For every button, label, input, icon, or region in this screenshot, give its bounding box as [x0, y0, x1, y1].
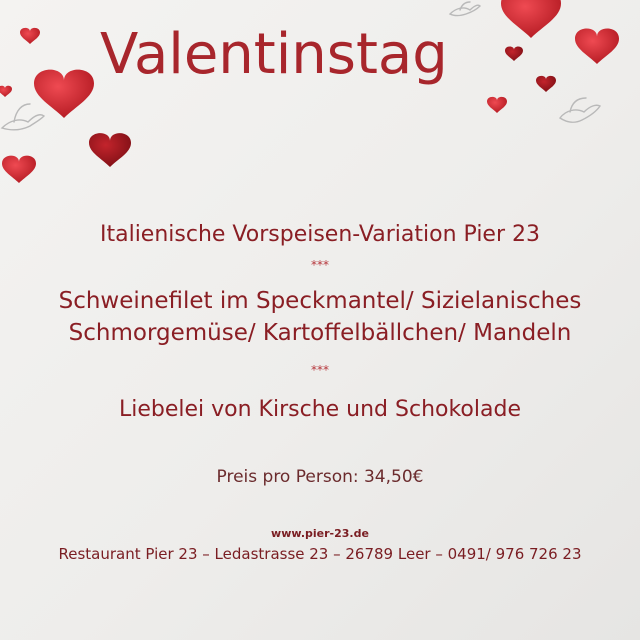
- heart-icon: [487, 97, 507, 113]
- course-separator: ***: [311, 258, 329, 272]
- restaurant-address: Restaurant Pier 23 – Ledastrasse 23 – 26789 Leer – 0491/ 976 726 23: [58, 545, 582, 563]
- heart-icon: [0, 86, 12, 97]
- heart-icon: [536, 76, 556, 92]
- dove-icon: [2, 104, 44, 130]
- heart-icon: [34, 70, 94, 118]
- website-link[interactable]: www.pier-23.de: [271, 527, 369, 540]
- menu-price: Preis pro Person: 34,50€: [216, 467, 424, 487]
- heart-icon: [575, 29, 619, 64]
- dove-icon: [560, 98, 600, 122]
- course-separator: ***: [311, 363, 329, 377]
- heart-icon: [501, 0, 561, 38]
- heart-icon: [505, 46, 523, 61]
- heart-icon: [89, 133, 131, 167]
- menu-dessert: Liebelei von Kirsche und Schokolade: [118, 397, 521, 422]
- menu-main-course-line-2: Schmorgemüse/ Kartoffelbällchen/ Mandeln: [68, 320, 572, 346]
- menu-starter: Italienische Vorspeisen-Variation Pier 23: [99, 222, 540, 247]
- page-title: Valentinstag: [100, 22, 448, 87]
- heart-icon: [20, 28, 40, 44]
- dove-icon: [450, 2, 480, 16]
- menu-main-course-line-1: Schweinefilet im Speckmantel/ Sizielanisches: [58, 288, 582, 314]
- heart-icon: [2, 156, 36, 183]
